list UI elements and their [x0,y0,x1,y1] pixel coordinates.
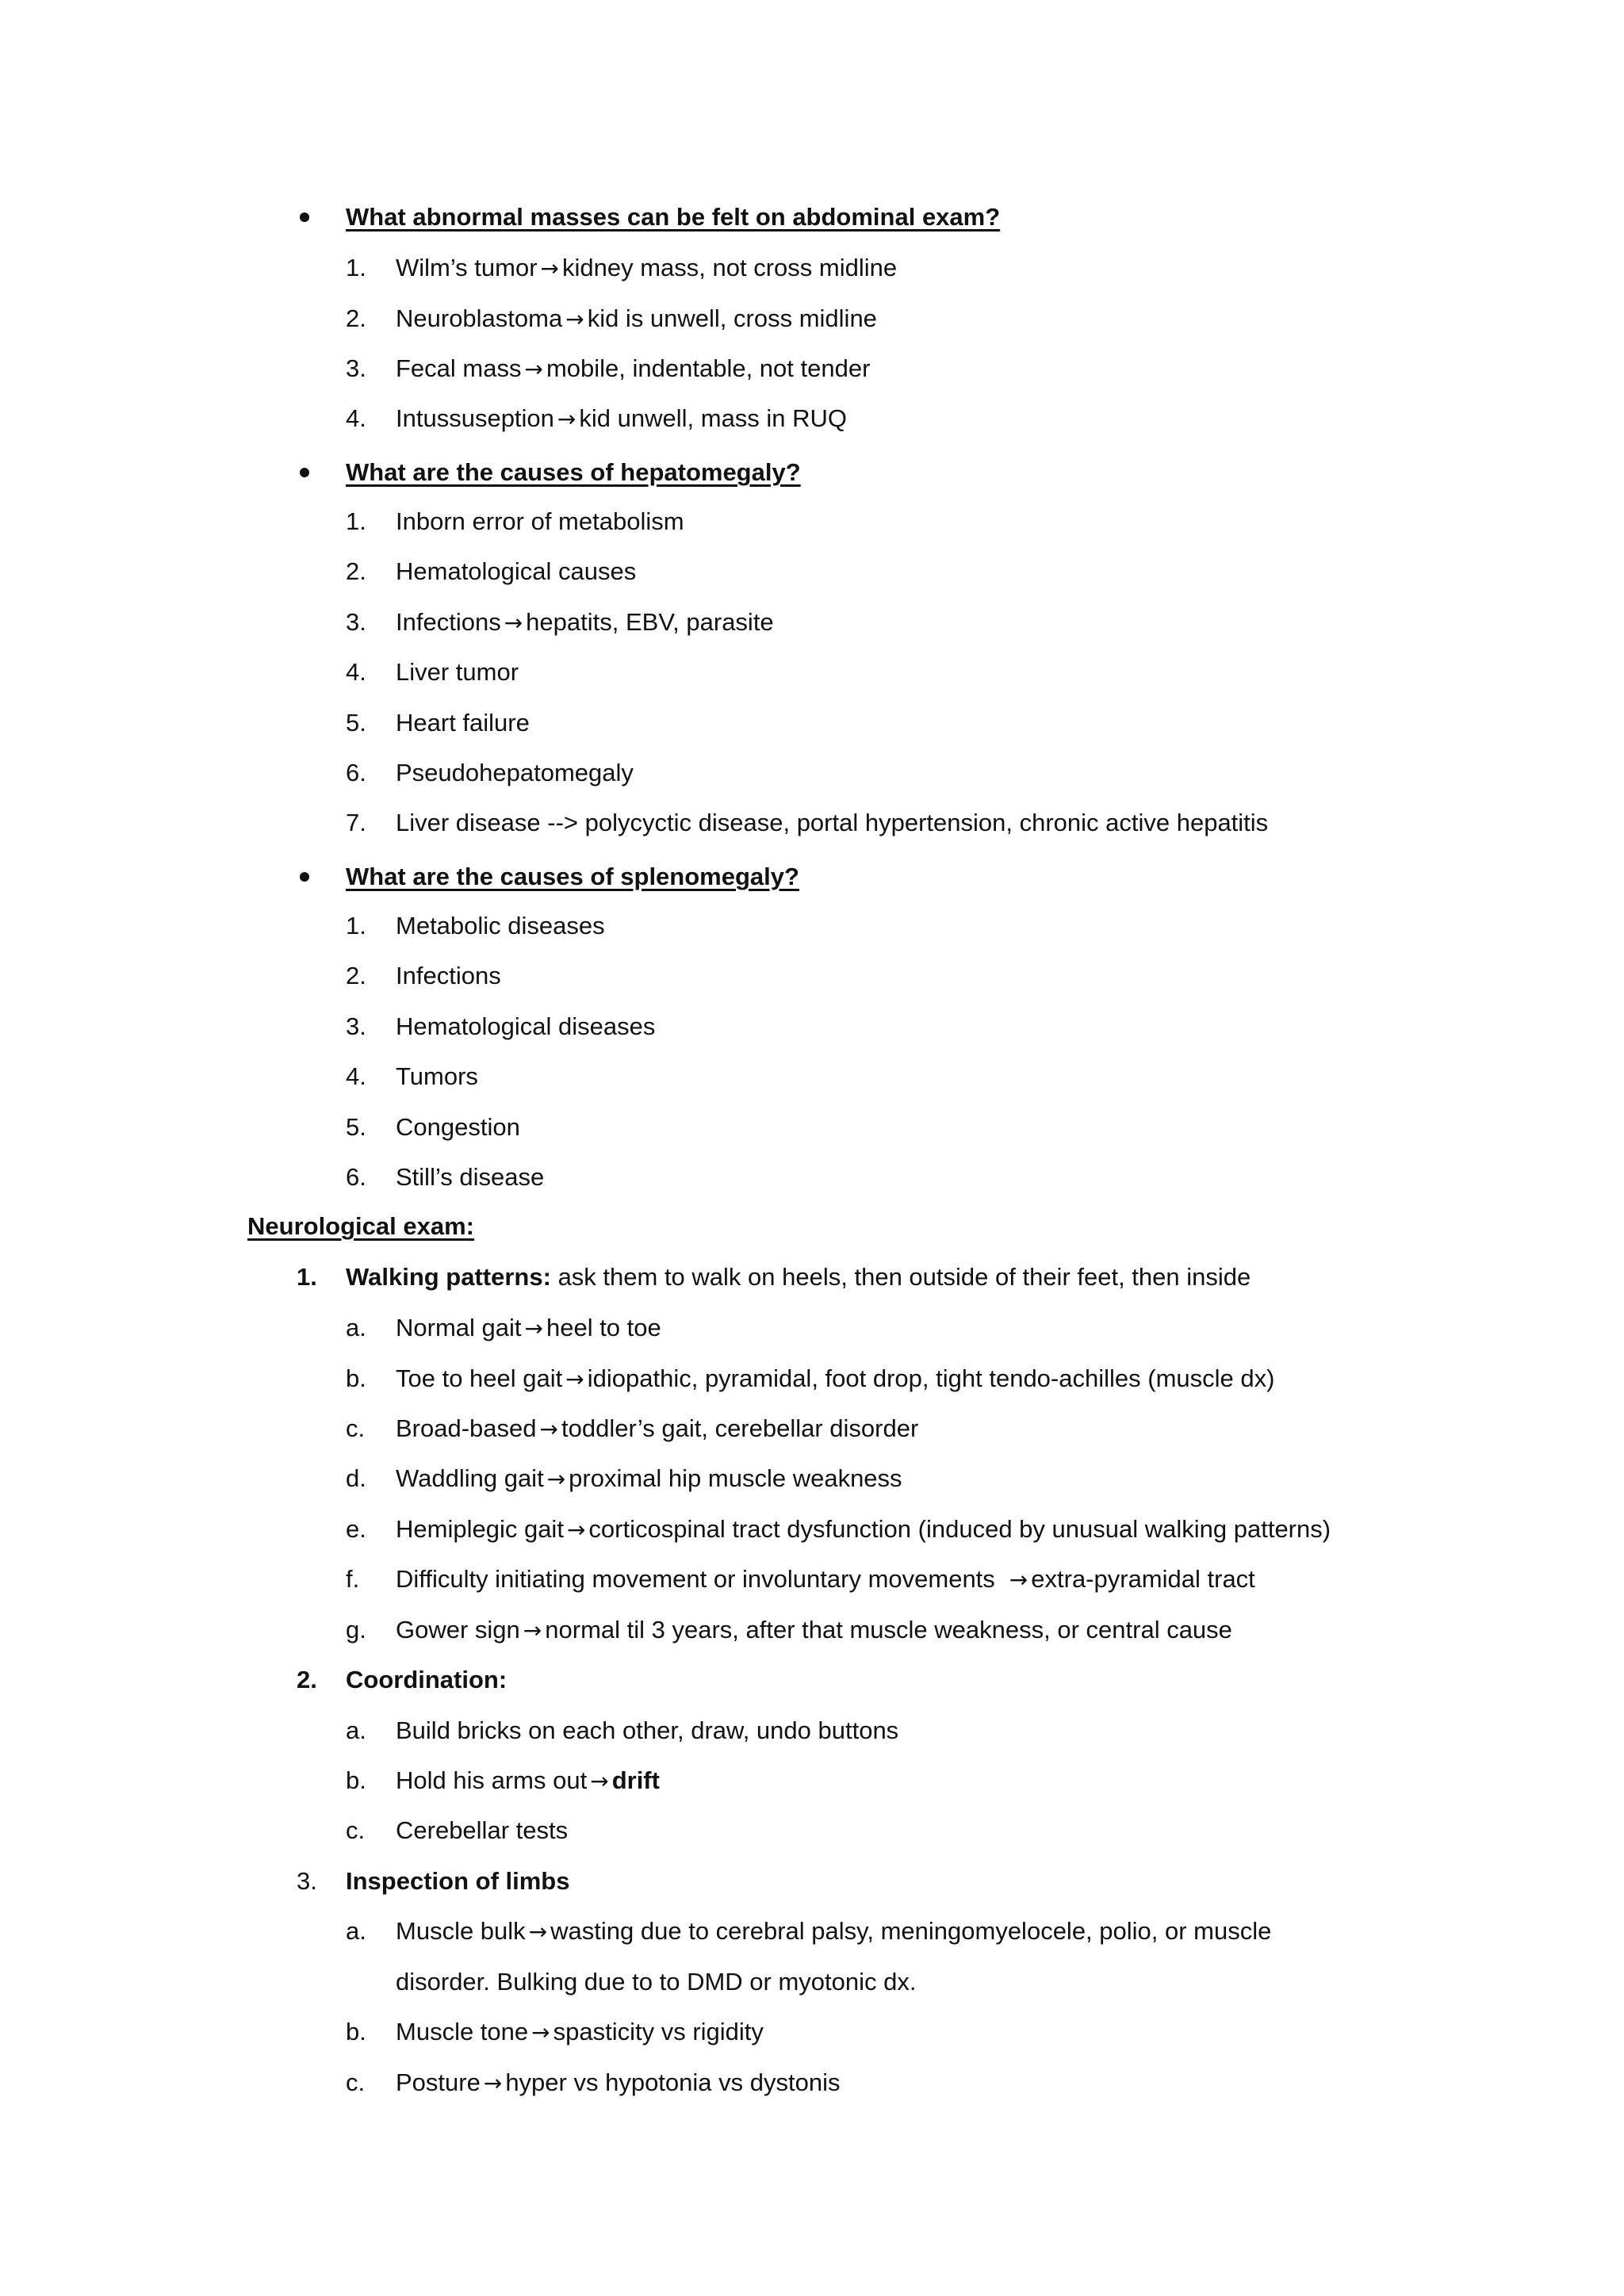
item-detail: kid unwell, mass in RUQ [579,404,848,432]
item-number: 4. [346,404,366,432]
item-term: Muscle bulk [396,1917,526,1945]
list-item [346,1363,1275,1395]
item-detail: drift [611,1766,660,1794]
item-number: c. [346,1816,366,1844]
item-text: Hematological diseases [396,1012,656,1040]
list-item [346,1614,1232,1646]
arrow-icon: → [540,255,560,281]
list-item [346,1011,656,1043]
item-number: 6. [346,759,366,786]
item-text: Cerebellar tests [396,1816,569,1844]
item-number: f. [346,1565,360,1593]
arrow-icon: → [524,1315,543,1341]
item-number: 1. [346,507,366,535]
question-splenomegaly: What are the causes of splenomegaly? [346,863,799,890]
list-item-continuation [396,1966,916,1998]
item-term: Gower sign [396,1616,520,1644]
coordination-title: Coordination: [346,1666,508,1693]
item-number: a. [346,1716,366,1744]
list-item [346,910,605,942]
item-number: 5. [346,709,366,737]
item-number: e. [346,1515,366,1543]
item-term: Neuroblastoma [396,304,563,332]
list-item [346,1112,520,1143]
item-number: 5. [346,1113,366,1141]
list-item [346,1312,661,1344]
item-number: 4. [346,658,366,686]
inspection-heading [297,1866,570,1897]
item-text: Inborn error of metabolism [396,507,684,535]
arrow-icon: → [557,406,576,432]
list-item [346,1815,569,1846]
walking-desc: ask them to walk on heels, then outside of their feet, then inside [557,1263,1251,1291]
item-number: d. [346,1464,366,1492]
item-term: Posture [396,2068,481,2096]
bullet-icon [300,468,309,477]
item-detail: mobile, indentable, not tender [546,354,871,382]
list-item [346,607,774,638]
bullet-icon [300,212,309,222]
arrow-icon: → [531,2019,550,2045]
item-term: Broad-based [396,1414,537,1442]
item-term: Waddling gait [396,1464,544,1492]
item-detail: toddler’s gait, cerebellar disorder [561,1414,919,1442]
list-item [346,1061,478,1093]
item-term: Toe to heel gait [396,1364,563,1392]
item-detail: extra-pyramidal tract [1031,1565,1255,1593]
item-text: Congestion [396,1113,520,1141]
list-item [346,303,877,335]
item-term: Difficulty initiating movement or involuntary movements [396,1565,995,1593]
item-number: 2. [346,557,366,585]
list-item [346,1765,660,1797]
list-item [346,2067,841,2099]
item-term: Muscle tone [396,2018,529,2045]
item-detail: kidney mass, not cross midline [562,254,898,281]
list-item [346,2016,764,2048]
bullet-icon [300,872,309,882]
item-number: 1. [297,1263,317,1291]
item-number: 3. [346,608,366,636]
arrow-icon: → [504,610,523,636]
list-item [346,1161,545,1193]
arrow-icon: → [528,1919,548,1945]
item-term: Infections [396,608,501,636]
arrow-icon: → [590,1768,609,1794]
item-text: Liver disease --> polycyctic disease, portal hypertension, chronic active hepatitis [396,809,1269,836]
item-detail-continued: disorder. Bulking due to to DMD or myotonic dx. [396,1968,917,1996]
item-term: Fecal mass [396,354,522,382]
arrow-icon: → [546,1466,566,1492]
list-item [346,807,1269,839]
item-number: 2. [297,1666,317,1693]
item-text: Metabolic diseases [396,912,605,939]
item-number: b. [346,2018,366,2045]
item-detail: hepatits, EBV, parasite [526,608,774,636]
item-number: a. [346,1314,366,1341]
arrow-icon: → [539,1416,558,1442]
item-number: 6. [346,1163,366,1191]
arrow-icon: → [1009,1567,1028,1593]
item-detail: normal til 3 years, after that muscle weakness, or central cause [545,1616,1232,1644]
arrow-icon: → [483,2070,503,2096]
arrow-icon: → [565,1366,584,1392]
item-detail: corticospinal tract dysfunction (induced by unusual walking patterns) [588,1515,1331,1543]
coordination-heading [297,1664,508,1696]
list-item [346,556,637,587]
list-item [346,1463,902,1494]
list-item [346,1915,1272,1947]
item-text: Pseudohepatomegaly [396,759,634,786]
arrow-icon: → [524,356,543,382]
item-number: 1. [346,254,366,281]
item-number: 2. [346,304,366,332]
list-item [346,353,871,385]
item-number: b. [346,1364,366,1392]
item-text: Hematological causes [396,557,637,585]
item-term: Intussuseption [396,404,554,432]
walking-title: Walking patterns: [346,1263,551,1291]
list-item [346,1513,1331,1545]
list-item [346,1413,919,1445]
list-item [346,656,519,688]
item-detail: wasting due to cerebral palsy, meningomyelocele, polio, or muscle [550,1917,1272,1945]
item-number: 2. [346,962,366,989]
item-detail: heel to toe [546,1314,661,1341]
item-text: Build bricks on each other, draw, undo buttons [396,1716,899,1744]
item-number: 3. [346,1012,366,1040]
item-number: 4. [346,1062,366,1090]
item-text: Still’s disease [396,1163,545,1191]
inspection-title: Inspection of limbs [346,1867,570,1895]
question-hepatomegaly: What are the causes of hepatomegaly? [346,458,801,486]
item-number: 3. [346,354,366,382]
item-number: 1. [346,912,366,939]
list-item [346,1715,899,1747]
item-text: Heart failure [396,709,530,737]
item-detail: idiopathic, pyramidal, foot drop, tight tendo-achilles (muscle dx) [587,1364,1275,1392]
arrow-icon: → [566,1517,586,1543]
section-heading-neuro: Neurological exam: [247,1212,474,1240]
walking-patterns-heading [297,1261,1251,1293]
item-term: Hemiplegic gait [396,1515,564,1543]
question-masses: What abnormal masses can be felt on abdominal exam? [346,203,1001,231]
list-item [346,403,848,434]
list-item [346,757,634,789]
item-term: Hold his arms out [396,1766,588,1794]
item-text: Infections [396,962,501,989]
item-detail: spasticity vs rigidity [553,2018,764,2045]
item-number: b. [346,1766,366,1794]
arrow-icon: → [565,306,584,332]
list-item [346,707,530,739]
item-number: a. [346,1917,366,1945]
item-text: Liver tumor [396,658,519,686]
list-item [346,960,501,992]
item-number: 7. [346,809,366,836]
item-detail: proximal hip muscle weakness [569,1464,902,1492]
list-item [346,1563,1255,1595]
item-number: c. [346,1414,366,1442]
item-detail: hyper vs hypotonia vs dystonis [505,2068,841,2096]
item-number: c. [346,2068,366,2096]
arrow-icon: → [523,1617,542,1644]
item-number: 3. [297,1867,317,1895]
list-item [346,506,684,538]
item-detail: kid is unwell, cross midline [587,304,877,332]
item-text: Tumors [396,1062,478,1090]
item-term: Wilm’s tumor [396,254,538,281]
item-term: Normal gait [396,1314,522,1341]
item-number: g. [346,1616,366,1644]
list-item [346,252,898,284]
